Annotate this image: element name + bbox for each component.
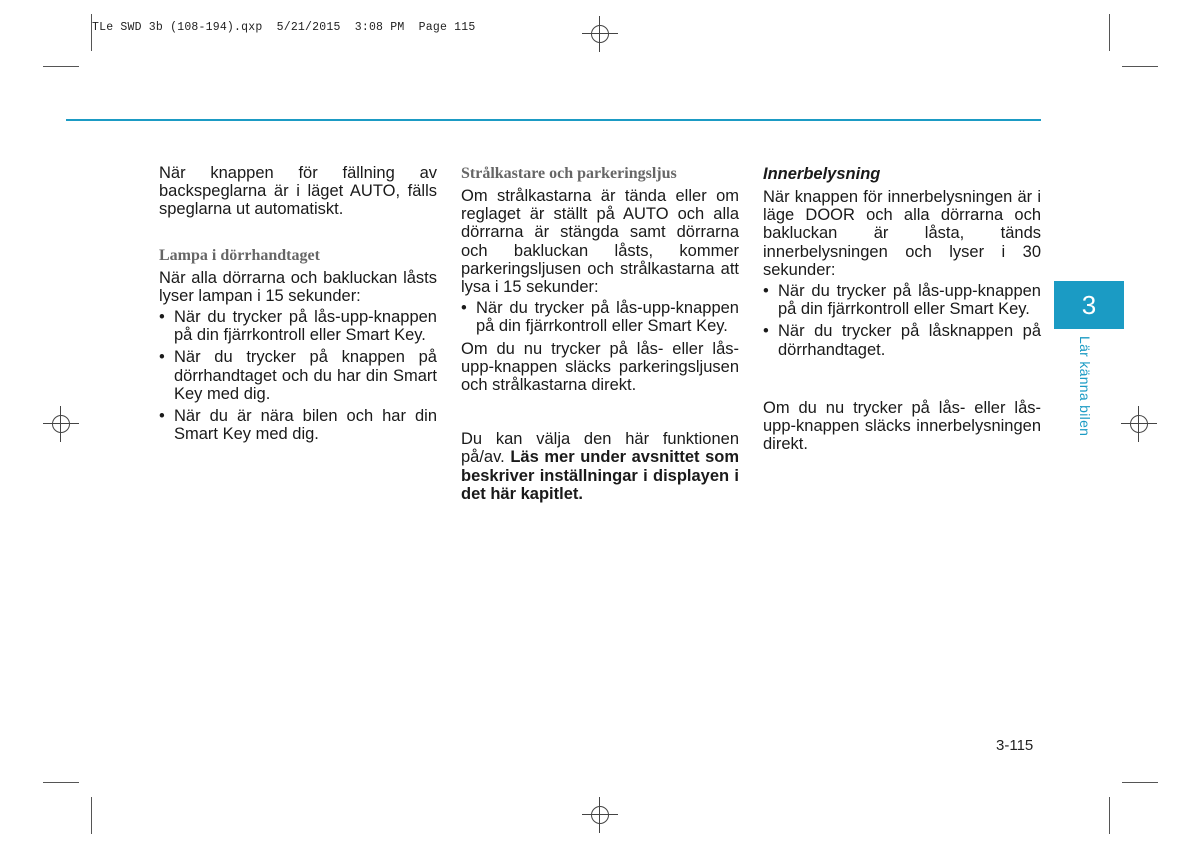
- registration-mark-left-icon: [43, 406, 79, 442]
- list-item: • När du trycker på lås-upp-knappen på din fjärrkontroll eller Smart Key.: [461, 299, 739, 335]
- chapter-label: Lär känna bilen: [1077, 336, 1093, 437]
- section-heading: Strålkastare och parkeringsljus: [461, 165, 677, 182]
- crop-mark-top-right-h: [1122, 66, 1158, 67]
- registration-mark-right-icon: [1121, 406, 1157, 442]
- crop-mark-bottom-left-v: [91, 797, 92, 834]
- column-2: [461, 164, 739, 503]
- registration-mark-top-icon: [582, 16, 618, 52]
- list-item: • När du trycker på knappen på dörrhandtaget och du har din Smart Key med dig.: [159, 348, 437, 403]
- paragraph: Om du nu trycker på lås- eller lås-upp-knappen släcks innerbelysningen direkt.: [763, 398, 1041, 454]
- header-rule: [66, 119, 1041, 121]
- paragraph: När knappen för innerbelysningen är i läge DOOR och alla dörrarna och bakluckan är låsta, tänds innerbelysningen och lyser i 30 sekunder:: [763, 188, 1041, 279]
- bullet-list: [763, 282, 1041, 359]
- paragraph-text: Du kan välja den här funktionen på/av.: [461, 430, 739, 467]
- list-item: • När du trycker på lås-upp-knappen på din fjärrkontroll eller Smart Key.: [763, 282, 1041, 318]
- page-number: 3-115: [996, 737, 1034, 754]
- column-3: [763, 164, 1041, 453]
- bullet-list: [159, 308, 437, 443]
- crop-mark-top-right-v: [1109, 14, 1110, 51]
- section-heading: Lampa i dörrhandtaget: [159, 246, 320, 264]
- paragraph: Om strålkastarna är tända eller om reglaget är ställt på AUTO och alla dörrarna är stängda samt dörrarna och bakluckan låsts, kommer parkeringsljusen och strålkastarna att lysa i 15 sekunder:: [461, 187, 739, 297]
- crop-mark-top-left-v: [91, 14, 92, 51]
- list-item: • När du trycker på låsknappen på dörrhandtaget.: [763, 322, 1041, 358]
- crop-mark-top-left-h: [43, 66, 79, 67]
- column-1: [159, 164, 437, 447]
- crop-mark-bottom-left-h: [43, 782, 79, 783]
- crop-mark-bottom-right-h: [1122, 782, 1158, 783]
- registration-mark-bottom-icon: [582, 797, 618, 833]
- chapter-tab: 3: [1054, 281, 1124, 329]
- bold-reference-text: Läs mer under avsnittet som beskriver inställningar i displayen i det här kapitlet.: [461, 448, 740, 503]
- intro-paragraph: När knappen för fällning av backspeglarna är i läget AUTO, fälls speglarna ut automatiskt.: [159, 164, 437, 219]
- paragraph: Om du nu trycker på lås- eller lås-upp-knappen släcks parkeringsljusen och strålkastarna direkt.: [461, 339, 739, 395]
- section-heading: Innerbelysning: [763, 165, 881, 183]
- paragraph: [461, 430, 739, 503]
- bullet-list: [461, 299, 739, 335]
- list-item: • När du är nära bilen och har din Smart Key med dig.: [159, 407, 437, 443]
- list-item: • När du trycker på lås-upp-knappen på din fjärrkontroll eller Smart Key.: [159, 308, 437, 344]
- crop-mark-bottom-right-v: [1109, 797, 1110, 834]
- print-slug: TLe SWD 3b (108-194).qxp 5/21/2015 3:08 PM Page 115: [92, 21, 476, 34]
- paragraph: När alla dörrarna och bakluckan låsts lyser lampan i 15 sekunder:: [159, 268, 437, 305]
